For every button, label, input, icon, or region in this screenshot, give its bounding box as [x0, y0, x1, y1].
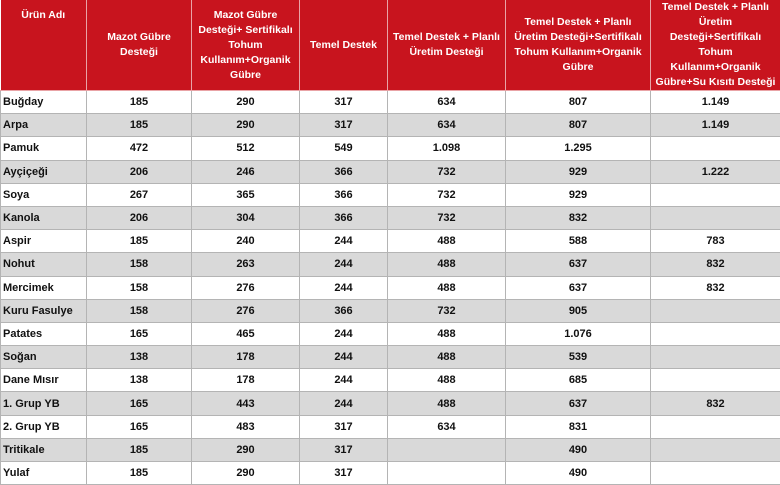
table-row	[1, 438, 780, 461]
column-header-product: Ürün Adı	[1, 0, 87, 91]
fuel-fertilizer-certified-cell: 465	[192, 322, 300, 345]
table-row	[1, 160, 780, 183]
basic-planned-cell: 634	[388, 91, 506, 114]
basic-planned-cell: 488	[388, 322, 506, 345]
column-header-fuel-fertilizer: Mazot Gübre Desteği	[87, 0, 192, 91]
basic-planned-cell: 732	[388, 160, 506, 183]
product-name-cell: Aspir	[1, 230, 87, 253]
fuel-fertilizer-cell: 206	[87, 206, 192, 229]
basic-support-cell: 366	[300, 299, 388, 322]
fuel-fertilizer-certified-cell: 240	[192, 230, 300, 253]
basic-support-cell: 244	[300, 230, 388, 253]
table-row	[1, 392, 780, 415]
basic-planned-certified-cell: 637	[506, 392, 651, 415]
water-restriction-cell	[651, 369, 780, 392]
fuel-fertilizer-cell: 165	[87, 322, 192, 345]
table-header	[1, 0, 780, 91]
fuel-fertilizer-cell: 185	[87, 462, 192, 485]
fuel-fertilizer-cell: 472	[87, 137, 192, 160]
basic-planned-cell: 488	[388, 230, 506, 253]
basic-support-cell: 317	[300, 91, 388, 114]
basic-planned-certified-cell: 929	[506, 183, 651, 206]
table-row	[1, 276, 780, 299]
fuel-fertilizer-certified-cell: 178	[192, 346, 300, 369]
basic-planned-cell: 488	[388, 369, 506, 392]
basic-planned-cell: 634	[388, 114, 506, 137]
water-restriction-cell	[651, 415, 780, 438]
table-row	[1, 91, 780, 114]
water-restriction-cell: 1.149	[651, 114, 780, 137]
fuel-fertilizer-cell: 165	[87, 392, 192, 415]
product-name-cell: Ayçiçeği	[1, 160, 87, 183]
fuel-fertilizer-certified-cell: 290	[192, 91, 300, 114]
basic-planned-certified-cell: 490	[506, 438, 651, 461]
basic-planned-cell: 732	[388, 183, 506, 206]
fuel-fertilizer-cell: 165	[87, 415, 192, 438]
fuel-fertilizer-certified-cell: 290	[192, 438, 300, 461]
basic-planned-certified-cell: 490	[506, 462, 651, 485]
column-header-water-restriction: Temel Destek + Planlı Üretim Desteği+Sertifikalı Tohum Kullanım+Organik Gübre+Su Kısıtı Desteği	[651, 0, 780, 91]
water-restriction-cell: 1.149	[651, 91, 780, 114]
product-name-cell: 2. Grup YB	[1, 415, 87, 438]
fuel-fertilizer-certified-cell: 483	[192, 415, 300, 438]
product-name-cell: Kanola	[1, 206, 87, 229]
product-name-cell: Tritikale	[1, 438, 87, 461]
basic-support-cell: 366	[300, 160, 388, 183]
fuel-fertilizer-certified-cell: 290	[192, 462, 300, 485]
basic-planned-cell	[388, 438, 506, 461]
table-row	[1, 230, 780, 253]
fuel-fertilizer-certified-cell: 263	[192, 253, 300, 276]
fuel-fertilizer-cell: 185	[87, 114, 192, 137]
basic-planned-cell: 634	[388, 415, 506, 438]
basic-planned-cell: 732	[388, 206, 506, 229]
table-row	[1, 415, 780, 438]
basic-planned-certified-cell: 807	[506, 91, 651, 114]
product-name-cell: Mercimek	[1, 276, 87, 299]
table-row	[1, 114, 780, 137]
product-name-cell: Soya	[1, 183, 87, 206]
water-restriction-cell: 1.222	[651, 160, 780, 183]
basic-planned-certified-cell: 1.076	[506, 322, 651, 345]
basic-support-cell: 244	[300, 253, 388, 276]
product-name-cell: Soğan	[1, 346, 87, 369]
header-row	[1, 0, 780, 91]
basic-support-cell: 317	[300, 438, 388, 461]
basic-planned-certified-cell: 831	[506, 415, 651, 438]
table-row	[1, 462, 780, 485]
basic-support-cell: 244	[300, 369, 388, 392]
fuel-fertilizer-certified-cell: 276	[192, 276, 300, 299]
fuel-fertilizer-certified-cell: 365	[192, 183, 300, 206]
basic-support-cell: 317	[300, 462, 388, 485]
fuel-fertilizer-cell: 158	[87, 276, 192, 299]
fuel-fertilizer-cell: 267	[87, 183, 192, 206]
fuel-fertilizer-cell: 138	[87, 369, 192, 392]
fuel-fertilizer-cell: 158	[87, 299, 192, 322]
basic-planned-certified-cell: 637	[506, 253, 651, 276]
product-name-cell: Buğday	[1, 91, 87, 114]
basic-planned-cell: 1.098	[388, 137, 506, 160]
water-restriction-cell: 783	[651, 230, 780, 253]
basic-planned-cell: 488	[388, 392, 506, 415]
water-restriction-cell: 832	[651, 276, 780, 299]
column-header-fuel-fertilizer-certified-seed: Mazot Gübre Desteği+ Sertifikalı Tohum Kullanım+Organik Gübre	[192, 0, 300, 91]
basic-planned-certified-cell: 539	[506, 346, 651, 369]
table-row	[1, 206, 780, 229]
water-restriction-cell	[651, 462, 780, 485]
basic-planned-certified-cell: 637	[506, 276, 651, 299]
basic-support-cell: 244	[300, 346, 388, 369]
fuel-fertilizer-cell: 206	[87, 160, 192, 183]
table-row	[1, 322, 780, 345]
fuel-fertilizer-certified-cell: 178	[192, 369, 300, 392]
fuel-fertilizer-cell: 185	[87, 438, 192, 461]
basic-planned-cell: 488	[388, 346, 506, 369]
fuel-fertilizer-certified-cell: 443	[192, 392, 300, 415]
basic-planned-certified-cell: 588	[506, 230, 651, 253]
product-name-cell: Yulaf	[1, 462, 87, 485]
basic-planned-certified-cell: 905	[506, 299, 651, 322]
basic-support-cell: 317	[300, 114, 388, 137]
table-row	[1, 137, 780, 160]
basic-support-cell: 244	[300, 276, 388, 299]
product-name-cell: Pamuk	[1, 137, 87, 160]
table-row	[1, 253, 780, 276]
basic-planned-cell	[388, 462, 506, 485]
basic-support-cell: 244	[300, 392, 388, 415]
water-restriction-cell: 832	[651, 253, 780, 276]
water-restriction-cell	[651, 206, 780, 229]
table-body	[1, 91, 780, 485]
basic-planned-certified-cell: 685	[506, 369, 651, 392]
fuel-fertilizer-certified-cell: 512	[192, 137, 300, 160]
basic-planned-cell: 732	[388, 299, 506, 322]
product-name-cell: Dane Mısır	[1, 369, 87, 392]
basic-planned-certified-cell: 1.295	[506, 137, 651, 160]
fuel-fertilizer-certified-cell: 290	[192, 114, 300, 137]
fuel-fertilizer-cell: 138	[87, 346, 192, 369]
basic-planned-certified-cell: 807	[506, 114, 651, 137]
product-name-cell: Kuru Fasulye	[1, 299, 87, 322]
basic-planned-certified-cell: 832	[506, 206, 651, 229]
table-row	[1, 369, 780, 392]
water-restriction-cell	[651, 137, 780, 160]
fuel-fertilizer-certified-cell: 304	[192, 206, 300, 229]
basic-support-cell: 366	[300, 183, 388, 206]
water-restriction-cell	[651, 183, 780, 206]
water-restriction-cell	[651, 346, 780, 369]
fuel-fertilizer-cell: 185	[87, 230, 192, 253]
column-header-basic-planned: Temel Destek + Planlı Üretim Desteği	[388, 0, 506, 91]
product-name-cell: Patates	[1, 322, 87, 345]
basic-support-cell: 244	[300, 322, 388, 345]
product-name-cell: Arpa	[1, 114, 87, 137]
column-header-basic-planned-certified: Temel Destek + Planlı Üretim Desteği+Sertifikalı Tohum Kullanım+Organik Gübre	[506, 0, 651, 91]
fuel-fertilizer-cell: 185	[87, 91, 192, 114]
basic-planned-cell: 488	[388, 276, 506, 299]
table-row	[1, 299, 780, 322]
basic-planned-certified-cell: 929	[506, 160, 651, 183]
product-name-cell: Nohut	[1, 253, 87, 276]
water-restriction-cell	[651, 299, 780, 322]
fuel-fertilizer-certified-cell: 246	[192, 160, 300, 183]
table-row	[1, 183, 780, 206]
water-restriction-cell: 832	[651, 392, 780, 415]
basic-support-cell: 317	[300, 415, 388, 438]
water-restriction-cell	[651, 438, 780, 461]
water-restriction-cell	[651, 322, 780, 345]
column-header-basic-support: Temel Destek	[300, 0, 388, 91]
fuel-fertilizer-certified-cell: 276	[192, 299, 300, 322]
fuel-fertilizer-cell: 158	[87, 253, 192, 276]
product-name-cell: 1. Grup YB	[1, 392, 87, 415]
table-row	[1, 346, 780, 369]
basic-support-cell: 366	[300, 206, 388, 229]
basic-planned-cell: 488	[388, 253, 506, 276]
basic-support-cell: 549	[300, 137, 388, 160]
